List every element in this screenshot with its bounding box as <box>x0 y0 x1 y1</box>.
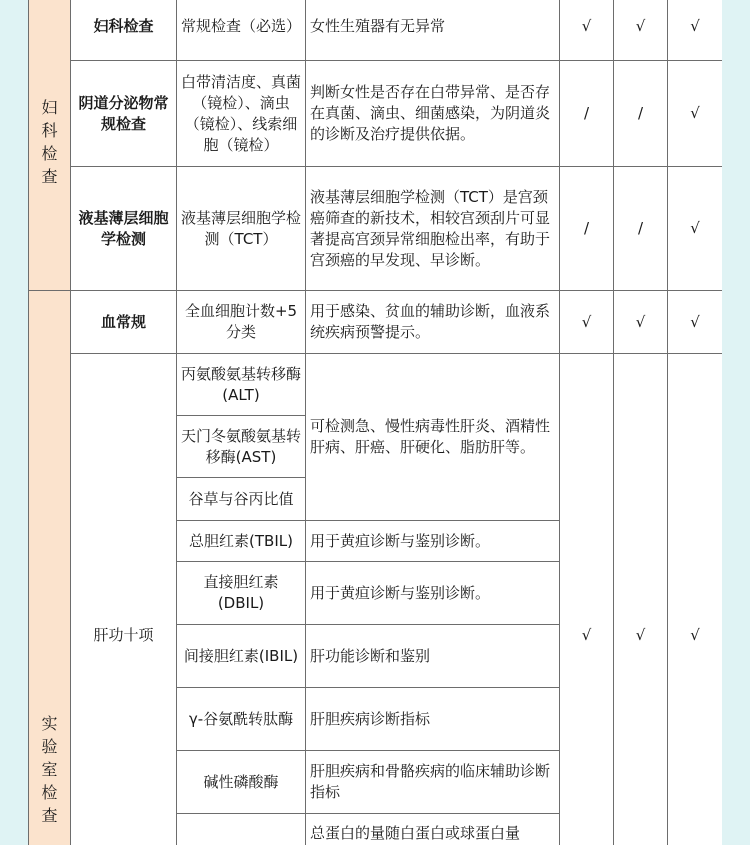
item-description: 用于感染、贫血的辅助诊断，血液系统疾病预警提示。 <box>306 291 560 354</box>
item-name: 肝功十项 <box>71 354 177 845</box>
category-laboratory: 实验室检查 <box>29 291 71 845</box>
table-row <box>29 167 723 291</box>
package-mark-2: / <box>614 167 668 291</box>
exam-table <box>28 0 722 845</box>
item-content: 常规检查（必选） <box>177 0 306 61</box>
table-row <box>29 0 723 61</box>
package-mark-3: √ <box>668 61 723 167</box>
table-row <box>29 61 723 167</box>
item-name: 液基薄层细胞学检测 <box>71 167 177 291</box>
item-description: 女性生殖器有无异常 <box>306 0 560 61</box>
package-mark-3: √ <box>668 0 723 61</box>
item-description: 可检测急、慢性病毒性肝炎、酒精性肝病、肝癌、肝硬化、脂肪肝等。 <box>306 354 560 521</box>
item-description: 判断女性是否存在白带异常、是否存在真菌、滴虫、细菌感染，为阴道炎的诊断及治疗提供依据。 <box>306 61 560 167</box>
item-description: 肝胆疾病和骨骼疾病的临床辅助诊断指标 <box>306 751 560 814</box>
item-name: 妇科检查 <box>71 0 177 61</box>
item-name: 血常规 <box>71 291 177 354</box>
package-mark-2: √ <box>614 0 668 61</box>
item-content: 液基薄层细胞学检测（TCT） <box>177 167 306 291</box>
package-mark-2: √ <box>614 354 668 845</box>
item-content: 天门冬氨酸氨基转移酶(AST) <box>177 416 306 478</box>
item-description: 用于黄疸诊断与鉴别诊断。 <box>306 562 560 625</box>
item-description: 液基薄层细胞学检测（TCT）是宫颈癌筛查的新技术，相较宫颈刮片可显著提高宫颈异常细胞检出率，有助于宫颈癌的早发现、早诊断。 <box>306 167 560 291</box>
package-mark-1: √ <box>560 291 614 354</box>
package-mark-1: / <box>560 167 614 291</box>
item-description: 总蛋白的量随白蛋白或球蛋白量 <box>306 814 560 845</box>
item-name: 阴道分泌物常规检查 <box>71 61 177 167</box>
item-content: 丙氨酸氨基转移酶(ALT) <box>177 354 306 416</box>
package-mark-2: √ <box>614 291 668 354</box>
item-description: 肝胆疾病诊断指标 <box>306 688 560 751</box>
exam-table-sheet <box>28 0 722 845</box>
item-content: 直接胆红素(DBIL) <box>177 562 306 625</box>
item-content: 总胆红素(TBIL) <box>177 521 306 562</box>
item-content: 谷草与谷丙比值 <box>177 478 306 521</box>
item-content: 全血细胞计数+5分类 <box>177 291 306 354</box>
package-mark-3: √ <box>668 291 723 354</box>
table-row <box>29 291 723 354</box>
item-content: 白带清洁度、真菌（镜检）、滴虫（镜检）、线索细胞（镜检） <box>177 61 306 167</box>
package-mark-3: √ <box>668 167 723 291</box>
package-mark-1: √ <box>560 0 614 61</box>
item-description: 肝功能诊断和鉴别 <box>306 625 560 688</box>
package-mark-1: / <box>560 61 614 167</box>
item-content: 间接胆红素(IBIL) <box>177 625 306 688</box>
item-content: γ-谷氨酰转肽酶 <box>177 688 306 751</box>
package-mark-1: √ <box>560 354 614 845</box>
item-content <box>177 814 306 845</box>
package-mark-3: √ <box>668 354 723 845</box>
item-description: 用于黄疸诊断与鉴别诊断。 <box>306 521 560 562</box>
table-row <box>29 354 723 416</box>
package-mark-2: / <box>614 61 668 167</box>
item-content: 碱性磷酸酶 <box>177 751 306 814</box>
category-gynecology: 妇科检查 <box>29 0 71 291</box>
